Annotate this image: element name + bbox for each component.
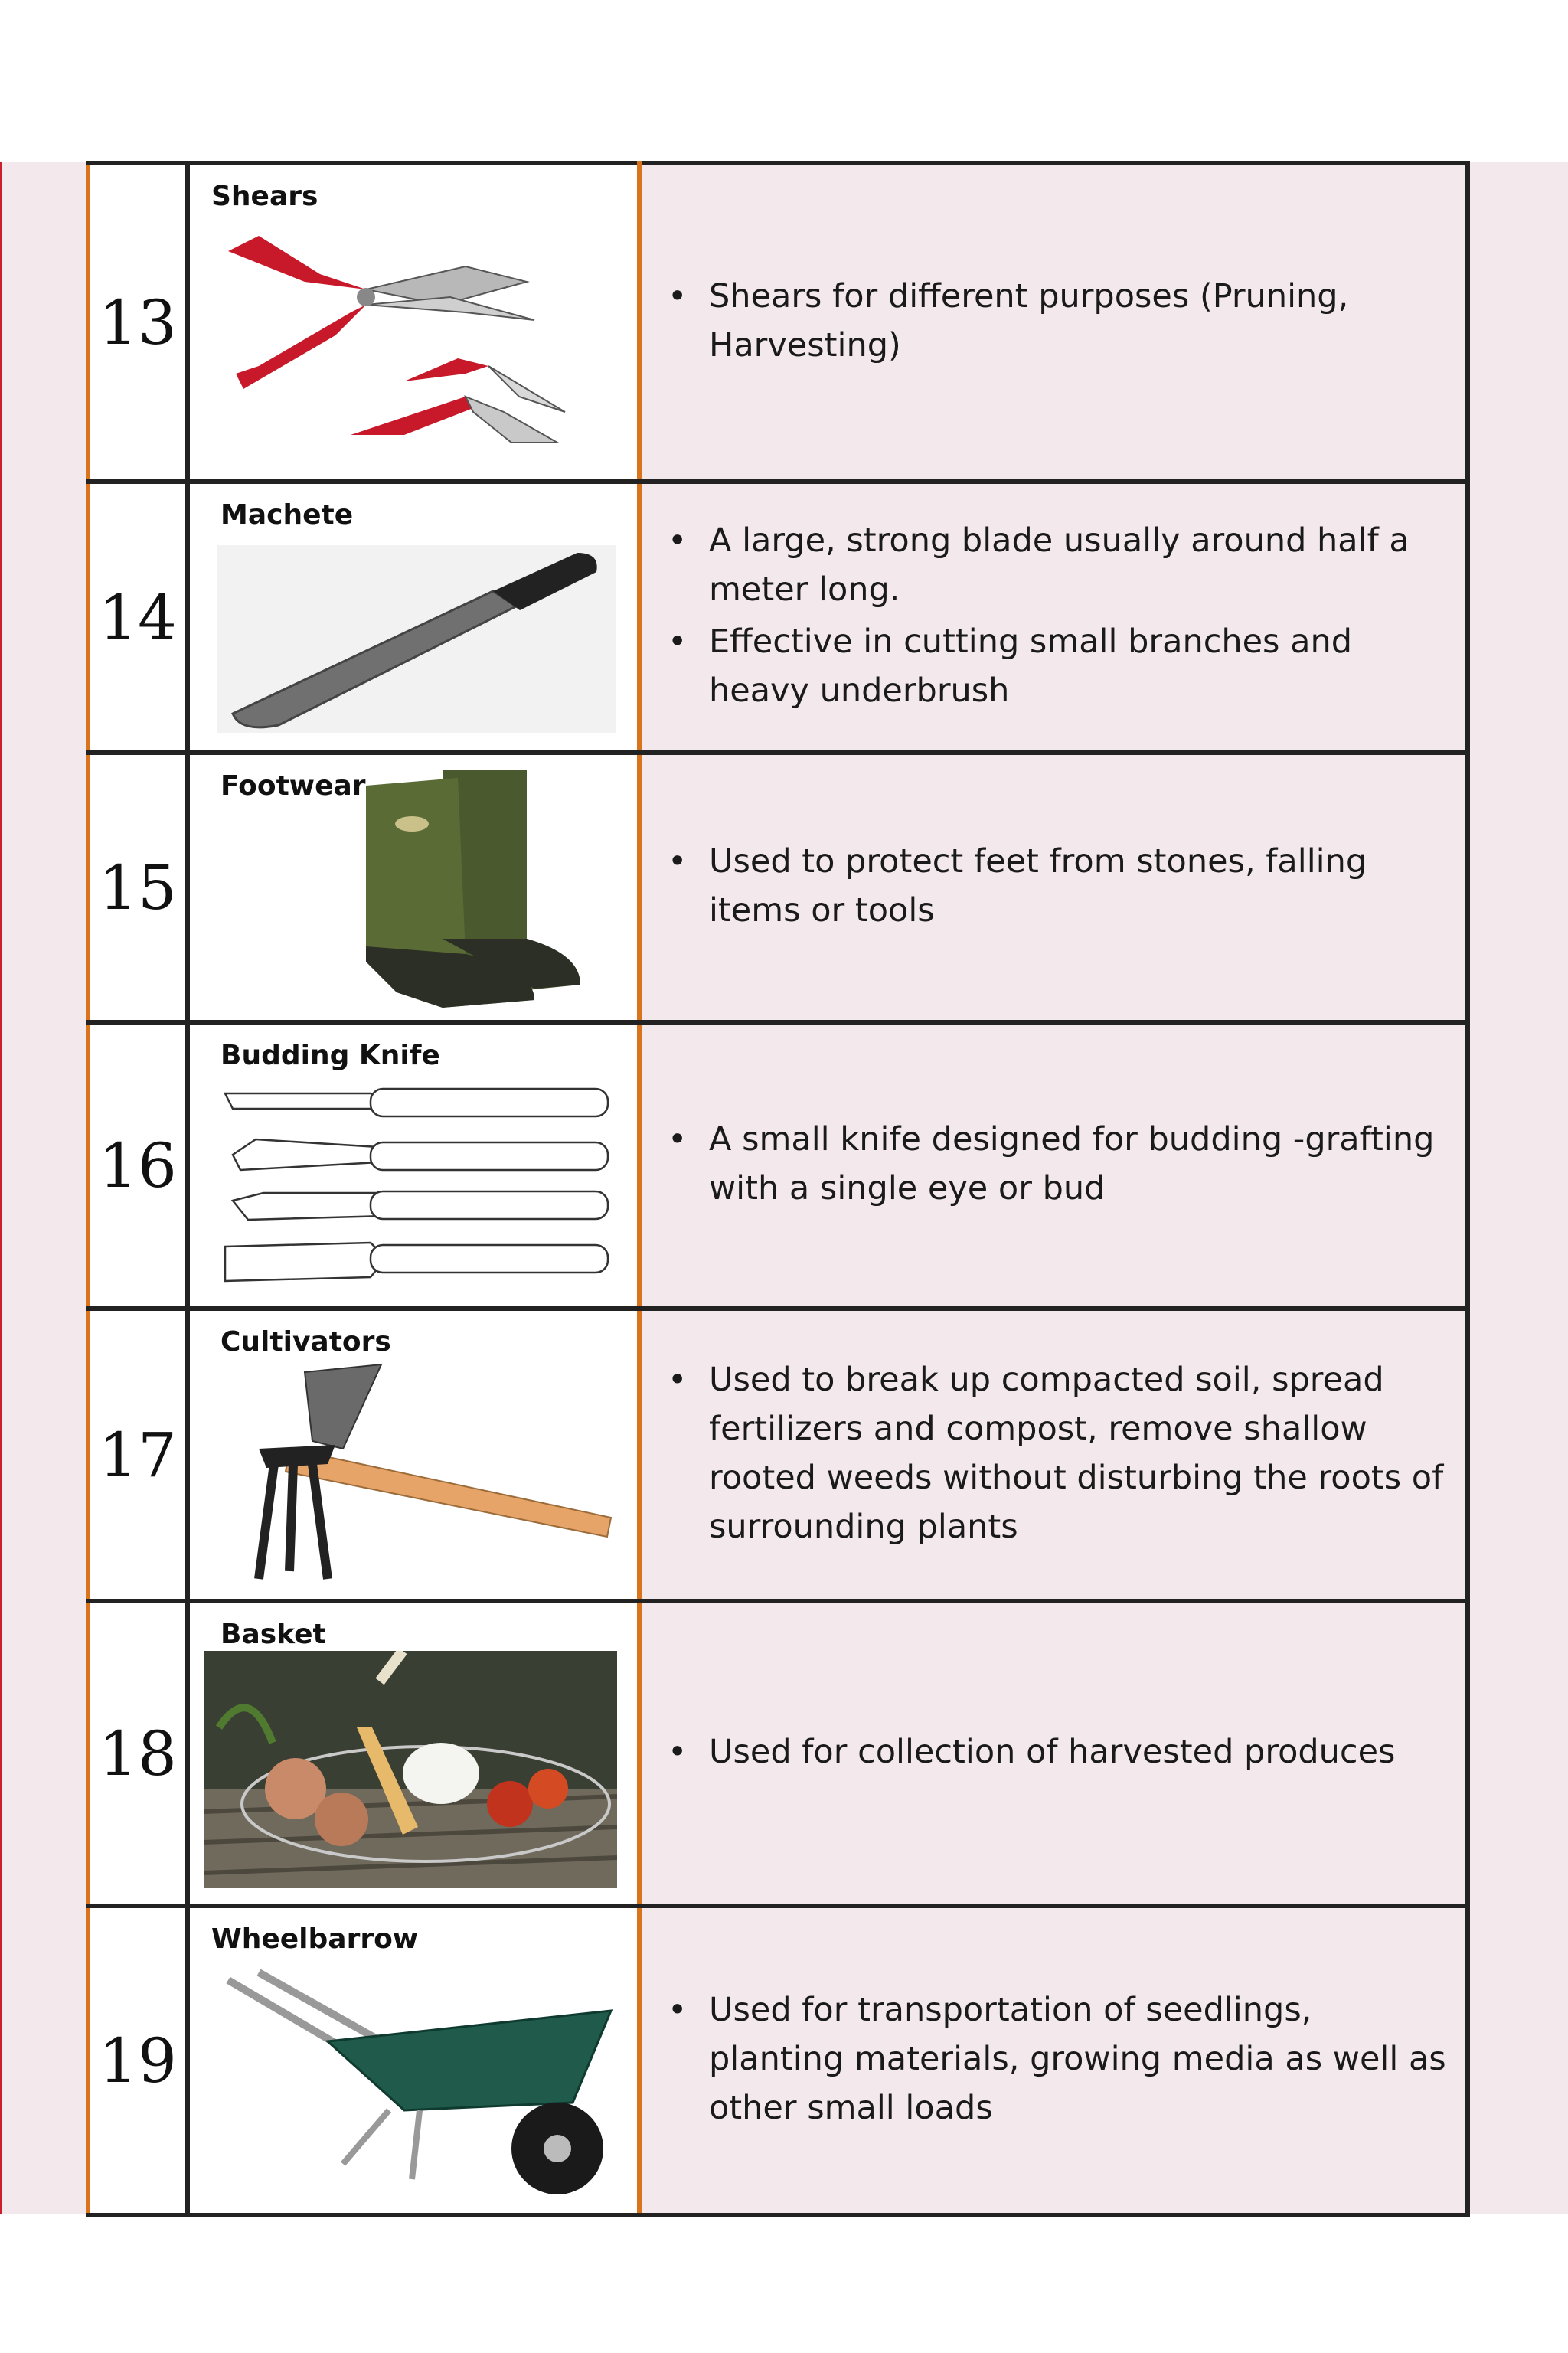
row-number: 18 [88,1601,188,1906]
description-item: • Effective in cutting small branches and heavy underbrush [709,617,1447,715]
table-row [88,1022,1468,1309]
tool-cell [188,1022,639,1309]
description-item: • Used for collection of harvested produces [709,1727,1447,1776]
row-number: 15 [88,753,188,1022]
row-number: 14 [88,482,188,753]
tool-name: Budding Knife [220,1040,440,1071]
row-number: 19 [88,1906,188,2215]
wheelbarrow-icon [213,1965,626,2202]
description-cell [639,1601,1468,1906]
tool-name: Basket [220,1619,326,1650]
tool-cell [188,482,639,753]
boots-icon [198,763,626,1015]
basket-icon [204,1651,617,1888]
tool-name: Cultivators [220,1326,391,1358]
description-cell [639,1309,1468,1601]
shears-icon [213,221,626,466]
tool-cell [188,753,639,1022]
row-number: 17 [88,1309,188,1601]
tool-name: Wheelbarrow [211,1923,419,1955]
tool-cell [188,1601,639,1906]
description-cell [639,753,1468,1022]
description-cell [639,1022,1468,1309]
description-list [688,1355,1447,1551]
description-list [688,1985,1447,2132]
table-row [88,1601,1468,1906]
description-cell [639,163,1468,482]
page-edge-line [0,162,2,2214]
description-item: • Used to protect feet from stones, falling items or tools [709,837,1447,935]
table-row [88,482,1468,753]
tool-cell [188,1906,639,2215]
tools-table [86,161,1470,2217]
table-row [88,1906,1468,2215]
description-list [688,837,1447,935]
description-item: • A large, strong blade usually around half a meter long. [709,516,1447,614]
description-list [688,272,1447,370]
description-cell [639,482,1468,753]
description-list [688,516,1447,715]
table-row [88,753,1468,1022]
row-number: 16 [88,1022,188,1309]
tool-cell [188,163,639,482]
description-item: • Used for transportation of seedlings, planting materials, growing media as well as other small loads [709,1985,1447,2132]
table-row [88,163,1468,482]
description-list [688,1727,1447,1776]
description-item: • A small knife designed for budding -grafting with a single eye or bud [709,1115,1447,1213]
row-number: 13 [88,163,188,482]
description-cell [639,1906,1468,2215]
machete-icon [217,538,623,737]
budding-knife-icon [217,1078,623,1300]
tool-name: Machete [220,499,354,531]
description-item: • Shears for different purposes (Pruning, Harvesting) [709,272,1447,370]
description-item: • Used to break up compacted soil, spread fertilizers and compost, remove shallow rooted weeds without disturbing the roots of surrounding plants [709,1355,1447,1551]
tool-cell [188,1309,639,1601]
cultivator-icon [213,1357,626,1594]
table-row [88,1309,1468,1601]
tool-name: Shears [211,181,318,212]
tool-name: Footwear [220,770,366,802]
description-list [688,1115,1447,1213]
